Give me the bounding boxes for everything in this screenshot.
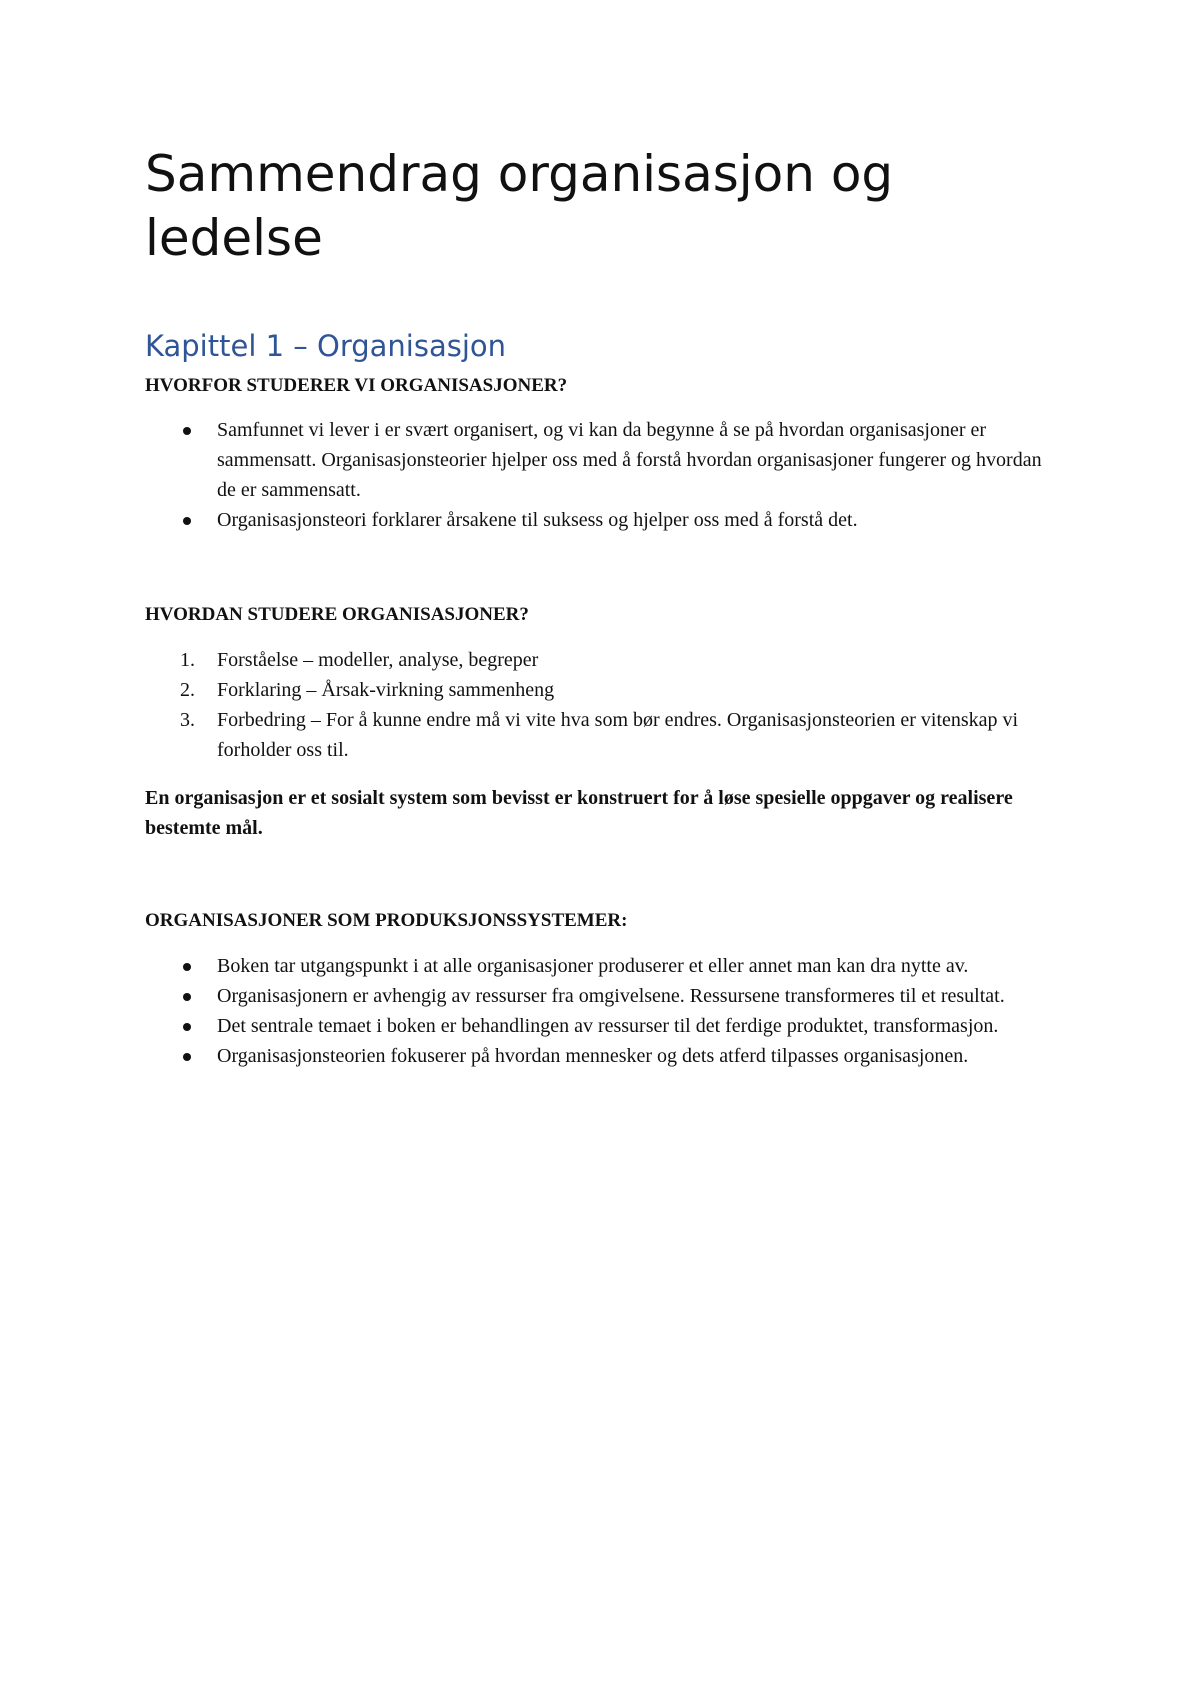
- list-item: [145, 951, 1060, 981]
- list-item-text: Organisasjonern er avhengig av ressurser fra omgivelsene. Ressursene transformeres til et resultat.: [217, 985, 1005, 1007]
- list-item: [145, 645, 1060, 675]
- section-heading-hvordan: HVORDAN STUDERE ORGANISASJONER?: [145, 604, 529, 625]
- list-item-text: Organisasjonsteorien fokuserer på hvordan mennesker og dets atferd tilpasses organisasjonen.: [217, 1045, 969, 1067]
- bullet-icon: [183, 1023, 191, 1031]
- section-heading-hvorfor: HVORFOR STUDERER VI ORGANISASJONER?: [145, 375, 568, 396]
- list-item: [145, 981, 1060, 1011]
- list-item-text: Det sentrale temaet i boken er behandlingen av ressurser til det ferdige produktet, transformasjon.: [217, 1015, 999, 1037]
- bullet-icon: [183, 517, 191, 525]
- list-number: 2.: [180, 679, 195, 701]
- bullet-icon: [183, 427, 191, 435]
- list-item-text: Organisasjonsteori forklarer årsakene til suksess og hjelper oss med å forstå det.: [217, 509, 858, 531]
- list-item: [145, 1041, 1060, 1071]
- section-heading-produksjon: ORGANISASJONER SOM PRODUKSJONSSYSTEMER:: [145, 910, 628, 931]
- list-item: [145, 675, 1060, 705]
- list-item: [145, 1011, 1060, 1041]
- list-item: [145, 505, 1060, 535]
- bullet-icon: [183, 963, 191, 971]
- list-number: 1.: [180, 649, 195, 671]
- list-item-text: Forståelse – modeller, analyse, begreper: [217, 649, 539, 671]
- chapter-heading: Kapittel 1 – Organisasjon: [145, 329, 507, 363]
- document-title: Sammendrag organisasjon og ledelse: [145, 145, 894, 267]
- definition-text: En organisasjon er et sosialt system som bevisst er konstruert for å løse spesielle oppgaver og realisere bestemte mål.: [145, 787, 1013, 839]
- bullet-icon: [183, 1053, 191, 1061]
- list-item-text: Samfunnet vi lever i er svært organisert, og vi kan da begynne å se på hvordan organisasjoner er sammensatt. Organisasjonsteorier hjelper oss med å forstå hvordan organisasjoner fungerer og hvordan de er sammensatt.: [217, 419, 1042, 501]
- bullet-icon: [183, 993, 191, 1001]
- list-item-text: Forbedring – For å kunne endre må vi vite hva som bør endres. Organisasjonsteorien er vitenskap vi forholder oss til.: [217, 709, 1019, 761]
- list-item-text: Boken tar utgangspunkt i at alle organisasjoner produserer et eller annet man kan dra nytte av.: [217, 955, 969, 977]
- list-number: 3.: [180, 709, 195, 731]
- numbered-list-hvordan: [145, 645, 1060, 765]
- bullet-list-hvorfor: [145, 415, 1060, 535]
- list-item: [145, 415, 1060, 505]
- bullet-list-produksjon: [145, 951, 1060, 1071]
- list-item: [145, 705, 1060, 765]
- list-item-text: Forklaring – Årsak-virkning sammenheng: [217, 679, 555, 701]
